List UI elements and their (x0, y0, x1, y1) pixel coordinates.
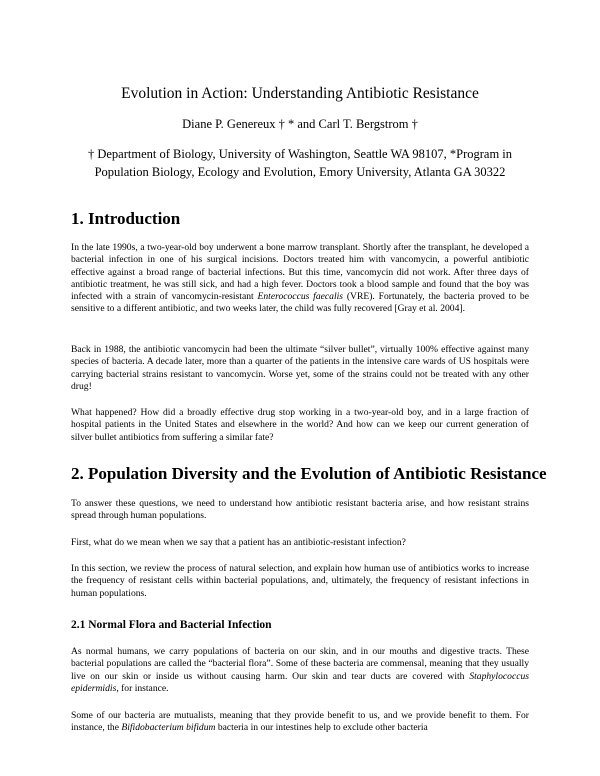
section-2-1-paragraph-2 (71, 710, 529, 735)
section-1-paragraph-1 (71, 242, 529, 316)
section-2-1-paragraph-1 (71, 646, 529, 695)
section-2-paragraph-3: In this section, we review the process of natural selection, and explain how human use of antibiotics works to increase the frequency of resistant cells within bacterial populations, and, ultimately, the frequency of resistant infections in human populations. (71, 563, 529, 599)
section-2-1-p1-species: Staphylococcus epidermidis (71, 670, 529, 694)
paper-title: Evolution in Action: Understanding Antibiotic Resistance (121, 85, 479, 102)
section-2-1-p1-text-a: As normal humans, we carry populations of bacteria on our skin, and in our mouths and digestive tracts. These bacterial populations are called the “bacterial flora”. Some of these bacteria are commensal, meaning that they usually live on our skin or inside us without causing harm. Our skin and tear ducts are covered with (71, 646, 529, 682)
section-1-heading: 1. Introduction (71, 209, 181, 228)
section-2-1-heading: 2.1 Normal Flora and Bacterial Infection (71, 619, 272, 631)
section-2-heading: 2. Population Diversity and the Evolution of Antibiotic Resistance (71, 464, 547, 483)
section-1-p1-text-b: (VRE). Fortunately, the bacteria proved to be sensitive to a different antibiotic, and two weeks later, the child was fully recovered [Gray et al. 2004]. (71, 291, 529, 315)
section-2-1-p1-text-b: , for instance. (116, 682, 169, 694)
paper-authors: Diane P. Genereux † * and Carl T. Bergstrom † (182, 117, 418, 131)
author-affiliations (60, 145, 540, 181)
section-2-1-p2-text-b: bacteria in our intestines help to exclude other bacteria (215, 722, 428, 734)
section-2-paragraph-1: To answer these questions, we need to understand how antibiotic resistant bacteria arise, and how resistant strains spread through human populations. (71, 498, 529, 522)
section-1-paragraph-3: What happened? How did a broadly effective drug stop working in a two-year-old boy, and in a large fraction of hospital patients in the United States and elsewhere in the world? And how can we keep our current generation of silver bullet antibiotics from suffering a similar fate? (71, 407, 529, 443)
section-2-paragraph-2: First, what do we mean when we say that a patient has an antibiotic-resistant infection? (71, 537, 406, 548)
affiliation-line-2: Population Biology, Ecology and Evolution, Emory University, Atlanta GA 30322 (94, 165, 506, 179)
section-2-1-p2-text-a: Some of our bacteria are mutualists, meaning that they provide benefit to us, and we provide benefit to them. For instance, the (71, 710, 529, 734)
affiliation-line-1: † Department of Biology, University of Washington, Seattle WA 98107, *Program in (87, 147, 513, 161)
section-1-p1-species: Enterococcus faecalis (257, 291, 344, 303)
section-1-paragraph-2: Back in 1988, the antibiotic vancomycin had been the ultimate “silver bullet”, virtually 100% effective against many species of bacteria. A decade later, more than a quarter of the patients in the intensive care wards of US hospitals were carrying bacterial strains resistant to vancomycin. Worse yet, some of the strains could not be treated with any other drug! (71, 344, 529, 392)
section-1-p1-text-a: In the late 1990s, a two-year-old boy underwent a bone marrow transplant. Shortly after the transplant, he developed a bacterial infection in one of his surgical incisions. Doctors treated him with vancomycin, a powerful antibiotic effective against a broad range of bacterial infections. But this time, vancomycin did not work. After three days of antibiotic treatment, he was still sick, and had a high fever. Doctors took a blood sample and found that the boy was infected with a strain of vancomycin-resistant (71, 242, 529, 303)
section-2-1-p2-species: Bifidobacterium bifidum (121, 722, 216, 734)
